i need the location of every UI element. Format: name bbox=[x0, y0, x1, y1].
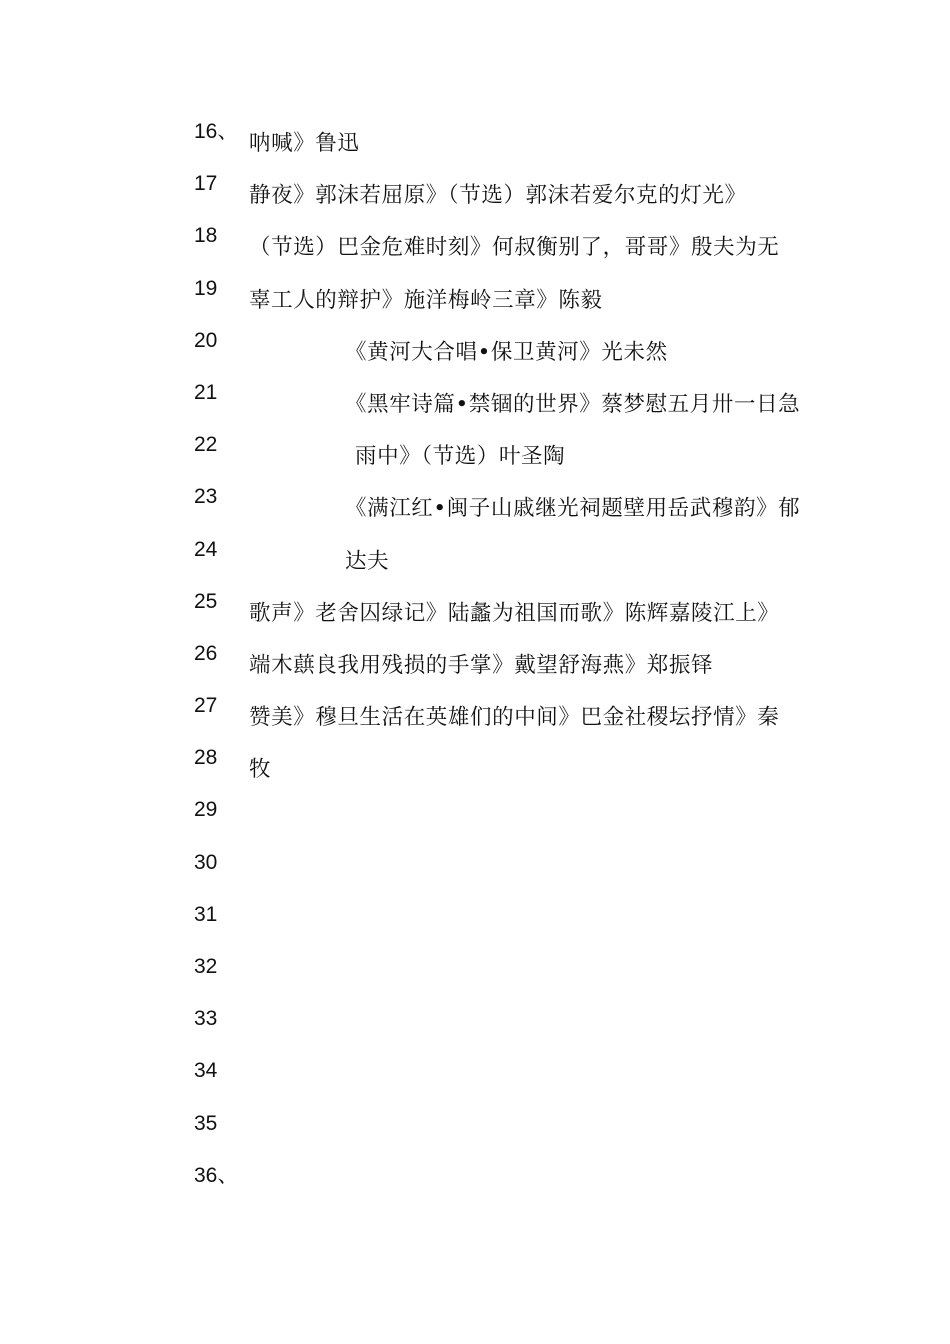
line-number: 26 bbox=[194, 641, 218, 665]
line-number: 23 bbox=[194, 485, 218, 509]
text-line: （节选）巴金危难时刻》何叔衡别了，哥哥》殷夫为无 bbox=[249, 235, 780, 261]
text-line: 静夜》郭沫若屈原》（节选）郭沫若爱尔克的灯光》 bbox=[249, 183, 747, 209]
line-number: 16、 bbox=[194, 120, 239, 143]
line-number: 27 bbox=[194, 694, 218, 718]
text-line: 牧 bbox=[249, 757, 272, 783]
line-number: 36、 bbox=[194, 1163, 239, 1187]
line-number: 29 bbox=[194, 798, 218, 822]
text-line: 《满江红•闽子山戚继光祠题壁用岳武穆韵》郁 bbox=[345, 496, 801, 522]
text-line: 达夫 bbox=[345, 548, 390, 574]
line-number: 31 bbox=[194, 902, 218, 926]
text-line: 《黑牢诗篇•禁锢的世界》蔡梦慰五月卅一日急 bbox=[345, 391, 801, 417]
line-number: 32 bbox=[194, 955, 218, 978]
line-number: 34 bbox=[194, 1059, 218, 1083]
line-number: 18 bbox=[194, 224, 218, 248]
line-number: 25 bbox=[194, 589, 218, 613]
line-number: 30 bbox=[194, 850, 218, 874]
line-number: 22 bbox=[194, 433, 218, 457]
line-number: 21 bbox=[194, 380, 218, 404]
text-column bbox=[249, 127, 829, 805]
text-line: 赞美》穆旦生活在英雄们的中间》巴金社稷坛抒情》秦 bbox=[249, 705, 780, 731]
text-line: 雨中》（节选）叶圣陶 bbox=[355, 444, 566, 470]
line-number: 20 bbox=[194, 328, 218, 352]
text-line: 呐喊》鲁迅 bbox=[249, 131, 360, 156]
line-number: 24 bbox=[194, 537, 218, 561]
line-number: 19 bbox=[194, 276, 218, 300]
text-line: 辜工人的辩护》施洋梅岭三章》陈毅 bbox=[249, 287, 603, 313]
line-number: 17 bbox=[194, 172, 218, 196]
line-number: 33 bbox=[194, 1007, 218, 1031]
line-number: 35 bbox=[194, 1111, 218, 1135]
text-line: 歌声》老舍囚绿记》陆蠡为祖国而歌》陈辉嘉陵江上》 bbox=[249, 600, 780, 626]
text-line: 端木蕻良我用残损的手掌》戴望舒海燕》郑振铎 bbox=[249, 652, 714, 678]
text-line: 《黄河大合唱•保卫黄河》光未然 bbox=[345, 339, 668, 365]
line-number: 28 bbox=[194, 746, 218, 770]
line-number-column bbox=[194, 117, 238, 1213]
